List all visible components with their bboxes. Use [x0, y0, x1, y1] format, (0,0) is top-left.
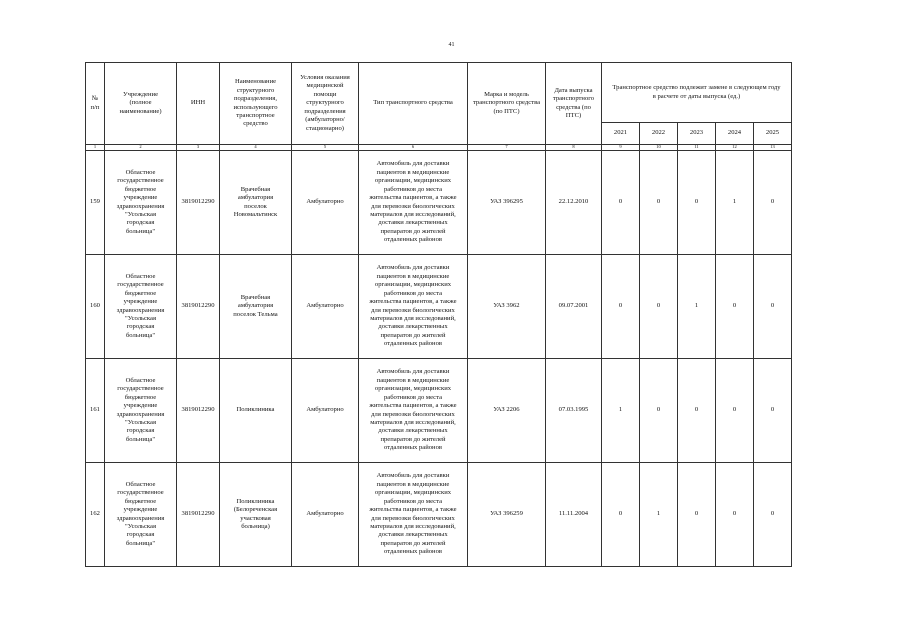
cell-vehicle-type: Автомобиль для доставки пациентов в медицинские организации, медицинских работников до места жительства пациентов, а также для перевозки биологических материалов для исследований, доставки лекарственных препаратов до жителей отдаленных районов: [359, 255, 468, 359]
cell-year-2022: 0: [640, 359, 678, 463]
cell-inn: 3819012290: [177, 255, 220, 359]
header-row: [86, 63, 792, 123]
column-number-11: 11: [678, 145, 716, 151]
cell-institution: Областное государственное бюджетное учреждение здравоохранения "Усольская городская больница": [105, 359, 177, 463]
cell-year-2025: 0: [754, 151, 792, 255]
cell-inn: 3819012290: [177, 151, 220, 255]
header-release-date: Дата выпуска транспортного средства (по ПТС): [546, 63, 602, 145]
cell-conditions: Амбулаторно: [292, 359, 359, 463]
cell-year-2022: 1: [640, 463, 678, 567]
column-number-5: 5: [292, 145, 359, 151]
cell-year-2024: 0: [716, 463, 754, 567]
header-year-2025: 2025: [754, 123, 792, 145]
cell-vehicle-type: Автомобиль для доставки пациентов в медицинские организации, медицинских работников до места жительства пациентов, а также для перевозки биологических материалов для исследований, доставки лекарственных препаратов до жителей отдаленных районов: [359, 151, 468, 255]
cell-subdivision: Врачебная амбулатория поселок Тельма: [220, 255, 292, 359]
cell-release-date: 11.11.2004: [546, 463, 602, 567]
column-number-4: 4: [220, 145, 292, 151]
column-number-2: 2: [105, 145, 177, 151]
cell-subdivision: Врачебная амбулатория поселок Новомальтинск: [220, 151, 292, 255]
table-row: [86, 151, 792, 255]
header-year-2021: 2021: [602, 123, 640, 145]
cell-brand: УАЗ 396259: [468, 463, 546, 567]
cell-brand: УАЗ 396295: [468, 151, 546, 255]
cell-institution: Областное государственное бюджетное учреждение здравоохранения "Усольская городская больница": [105, 255, 177, 359]
cell-num: 161: [86, 359, 105, 463]
column-number-8: 8: [546, 145, 602, 151]
cell-year-2024: 1: [716, 151, 754, 255]
header-conditions: Условия оказания медицинской помощи структурного подразделения (амбулаторно/ стационарно): [292, 63, 359, 145]
header-brand: Марка и модель транспортного средства (по ПТС): [468, 63, 546, 145]
cell-subdivision: Поликлиника (Белореченская участковая больница): [220, 463, 292, 567]
cell-institution: Областное государственное бюджетное учреждение здравоохранения "Усольская городская больница": [105, 151, 177, 255]
cell-year-2023: 0: [678, 463, 716, 567]
column-number-6: 6: [359, 145, 468, 151]
cell-year-2021: 1: [602, 359, 640, 463]
cell-year-2025: 0: [754, 255, 792, 359]
cell-institution: Областное государственное бюджетное учреждение здравоохранения "Усольская городская больница": [105, 463, 177, 567]
cell-year-2025: 0: [754, 463, 792, 567]
cell-subdivision: Поликлиника: [220, 359, 292, 463]
cell-brand: УАЗ 3962: [468, 255, 546, 359]
cell-inn: 3819012290: [177, 359, 220, 463]
cell-num: 162: [86, 463, 105, 567]
header-vehicle-type: Тип транспортного средства: [359, 63, 468, 145]
cell-year-2025: 0: [754, 359, 792, 463]
cell-vehicle-type: Автомобиль для доставки пациентов в медицинские организации, медицинских работников до места жительства пациентов, а также для перевозки биологических материалов для исследований, доставки лекарственных препаратов до жителей отдаленных районов: [359, 463, 468, 567]
header-replacement: Транспортное средство подлежит замене в следующем году в расчете от даты выпуска (ед.): [602, 63, 792, 123]
cell-conditions: Амбулаторно: [292, 255, 359, 359]
column-number-3: 3: [177, 145, 220, 151]
cell-conditions: Амбулаторно: [292, 151, 359, 255]
header-inn: ИНН: [177, 63, 220, 145]
cell-year-2023: 0: [678, 151, 716, 255]
cell-year-2023: 0: [678, 359, 716, 463]
cell-year-2021: 0: [602, 151, 640, 255]
page-number: 41: [448, 42, 455, 48]
column-number-1: 1: [86, 145, 105, 151]
header-subdivision: Наименование структурного подразделения, использующего транспортное средство: [220, 63, 292, 145]
table-row: [86, 463, 792, 567]
cell-brand: УАЗ 2206: [468, 359, 546, 463]
header-institution: Учреждение (полное наименование): [105, 63, 177, 145]
cell-release-date: 07.03.1995: [546, 359, 602, 463]
column-number-12: 12: [716, 145, 754, 151]
cell-num: 160: [86, 255, 105, 359]
cell-year-2024: 0: [716, 359, 754, 463]
header-year-2022: 2022: [640, 123, 678, 145]
table-row: [86, 255, 792, 359]
cell-year-2021: 0: [602, 255, 640, 359]
cell-vehicle-type: Автомобиль для доставки пациентов в медицинские организации, медицинских работников до места жительства пациентов, а также для перевозки биологических материалов для исследований, доставки лекарственных препаратов до жителей отдаленных районов: [359, 359, 468, 463]
vehicle-register-table: [85, 62, 792, 567]
column-number-13: 13: [754, 145, 792, 151]
cell-num: 159: [86, 151, 105, 255]
column-number-7: 7: [468, 145, 546, 151]
cell-release-date: 22.12.2010: [546, 151, 602, 255]
cell-year-2022: 0: [640, 151, 678, 255]
cell-year-2024: 0: [716, 255, 754, 359]
cell-year-2023: 1: [678, 255, 716, 359]
cell-year-2021: 0: [602, 463, 640, 567]
column-number-10: 10: [640, 145, 678, 151]
cell-year-2022: 0: [640, 255, 678, 359]
cell-release-date: 09.07.2001: [546, 255, 602, 359]
header-num: № п/п: [86, 63, 105, 145]
header-year-2024: 2024: [716, 123, 754, 145]
cell-conditions: Амбулаторно: [292, 463, 359, 567]
table-row: [86, 359, 792, 463]
header-year-2023: 2023: [678, 123, 716, 145]
cell-inn: 3819012290: [177, 463, 220, 567]
column-number-9: 9: [602, 145, 640, 151]
